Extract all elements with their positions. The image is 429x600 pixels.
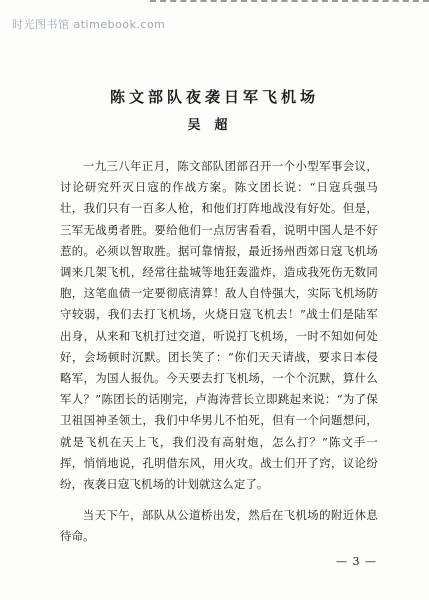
body-paragraph: 一九三八年正月，陈文部队团部召开一个小型军事会议，讨论研究歼灭日寇的作战方案。陈文团长说：“日寇兵强马壮，我们只有一百多人枪，和他们打阵地战没有好处。但是，三军无战勇者胜。要给他们一点厉害看看，说明中国人是不好惹的。必须以智取胜。据可靠情报，最近扬州西郊日寇飞机场调来几架飞机，经常往盐城等地狂轰滥炸，造成我死伤无数同胞，这笔血债一定要彻底清算！敌人自恃强大，实际飞机场防守较弱，我们去打飞机场，火烧日寇飞机去！”战士们是陆军出身，从来和飞机打过交道，听说打飞机场，一时不知如何处好，会场顿时沉默。团长笑了：“你们天天请战，要求日本侵略军，为国人报仇。今天要去打飞机场，一个个沉默，算什么军人？”陈团长的话刚完，卢海涛营长立即跳起来说：“为了保卫祖国神圣领土，我们中华男儿不怕死，但有一个问题想问，就是飞机在天上飞，我们没有高射炮，怎么打？”陈文手一挥，悄悄地说，孔明借东风，用火攻。战士们开了窍，议论纷纷，夜袭日寇飞机场的计划就这么定了。 (60, 159, 378, 492)
page-number: — 3 — (336, 555, 377, 568)
article-title: 陈文部队夜袭日军飞机场 (109, 88, 319, 106)
article-author: 吴超 (187, 118, 242, 133)
page-top-border (150, 0, 429, 14)
body-paragraph: 当天下午，部队从公道桥出发，然后在飞机场的附近休息待命。 (60, 508, 378, 544)
watermark: 时光图书馆 atimebook.com (12, 18, 166, 31)
article-body (60, 156, 378, 548)
